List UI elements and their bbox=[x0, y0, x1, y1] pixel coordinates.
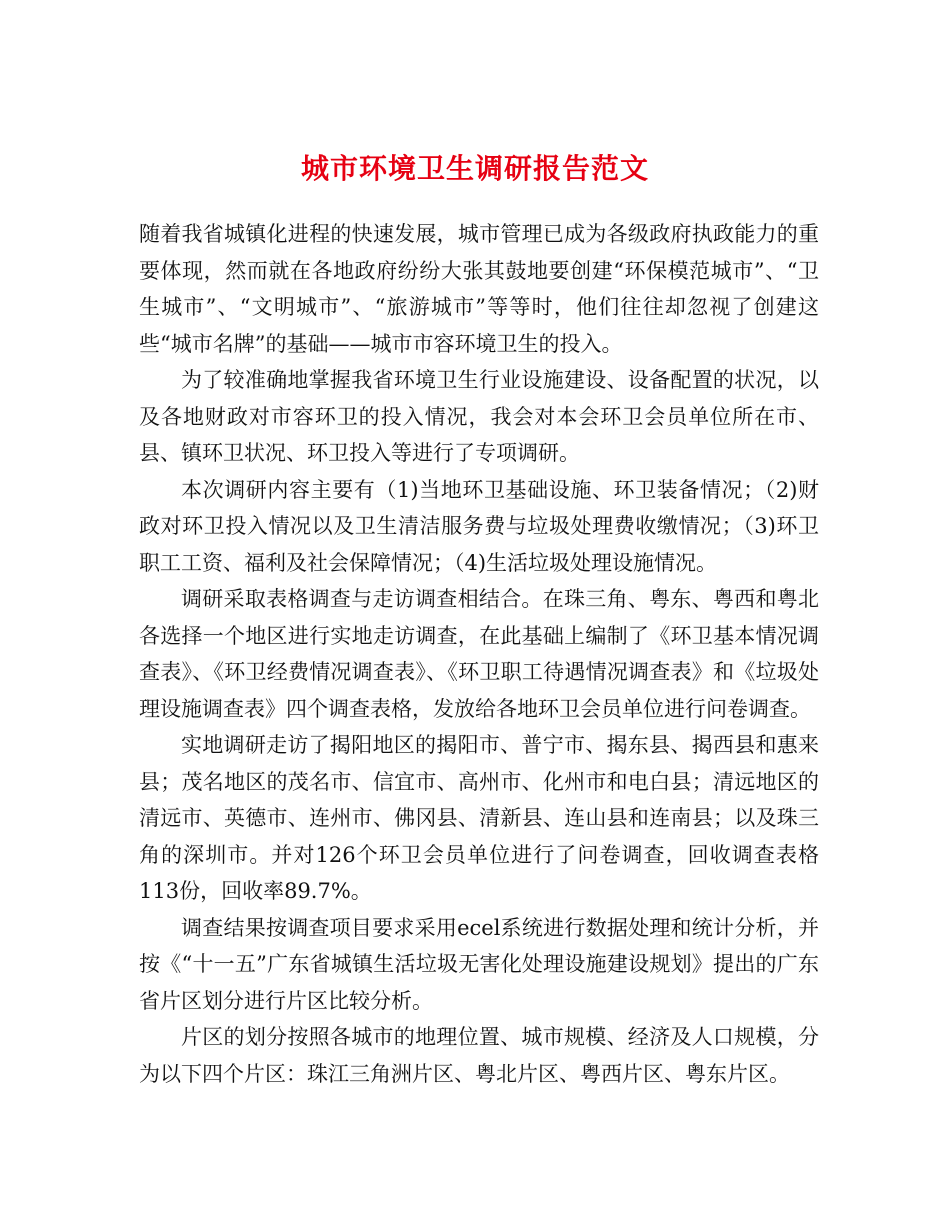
paragraph-contents: 本次调研内容主要有（1)当地环卫基础设施、环卫装备情况；（2)财政对环卫投入情况以及卫生清洁服务费与垃圾处理费收缴情况；（3)环卫职工工资、福利及社会保障情况；（4)生活垃圾处理设施情况。 bbox=[139, 477, 819, 575]
paragraph-analysis: 调查结果按调查项目要求采用ecel系统进行数据处理和统计分析，并按《“十一五”广东省城镇生活垃圾无害化处理设施建设规划》提出的广东省片区划分进行片区比较分析。 bbox=[139, 915, 819, 1013]
paragraph-method: 调研采取表格调查与走访调查相结合。在珠三角、粤东、粤西和粤北各选择一个地区进行实地走访调查，在此基础上编制了《环卫基本情况调查表》、《环卫经费情况调查表》、《环卫职工待遇情况调查表》和《垃圾处理设施调查表》四个调查表格，发放给各地环卫会员单位进行问卷调查。 bbox=[139, 587, 819, 721]
paragraph-intro: 随着我省城镇化进程的快速发展，城市管理已成为各级政府执政能力的重要体现，然而就在各地政府纷纷大张其鼓地要创建“环保模范城市”、“卫生城市”、“文明城市”、“旅游城市”等等时，他们往往却忽视了创建这些“城市名牌”的基础——城市市容环境卫生的投入。 bbox=[139, 222, 819, 356]
paragraph-purpose: 为了较准确地掌握我省环境卫生行业设施建设、设备配置的状况，以及各地财政对市容环卫的投入情况，我会对本会环卫会员单位所在市、县、镇环卫状况、环卫投入等进行了专项调研。 bbox=[139, 368, 819, 465]
paragraph-regions: 片区的划分按照各城市的地理位置、城市规模、经济及人口规模，分为以下四个片区：珠江三角洲片区、粤北片区、粤西片区、粤东片区。 bbox=[139, 1025, 819, 1086]
document-body bbox=[139, 216, 819, 1092]
document-title: 城市环境卫生调研报告范文 bbox=[300, 151, 649, 185]
paragraph-field-visits: 实地调研走访了揭阳地区的揭阳市、普宁市、揭东县、揭西县和惠来县；茂名地区的茂名市、信宜市、高州市、化州市和电白县；清远地区的清远市、英德市、连州市、佛冈县、清新县、连山县和连南县；以及珠三角的深圳市。并对126个环卫会员单位进行了问卷调查，回收调查表格113份，回收率89.7%。 bbox=[139, 733, 819, 903]
